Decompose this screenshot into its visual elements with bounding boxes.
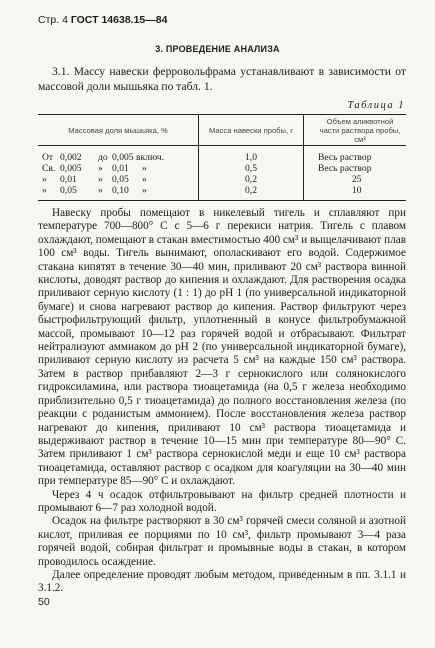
range-to: 0,005 включ.	[112, 152, 164, 163]
aliquot-cell: Весь раствор	[318, 152, 372, 163]
aliquot-cell: 25	[352, 174, 362, 185]
range-from: 0,005	[60, 163, 82, 174]
arsenic-range-cell	[38, 185, 199, 201]
range-suffix: »	[142, 185, 147, 196]
data-table	[38, 114, 406, 201]
range-to: 0,10	[112, 185, 129, 196]
header-page-prefix: Стр. 4	[38, 14, 68, 26]
table-row	[38, 185, 406, 201]
running-header	[38, 14, 167, 26]
header-standard: ГОСТ 14638.15—84	[70, 14, 168, 26]
aliquot-cell: 10	[304, 185, 407, 201]
mass-cell: 1,0	[199, 146, 304, 164]
range-from: 0,05	[60, 185, 77, 196]
range-to: 0,01	[112, 163, 129, 174]
mass-cell: 0,2	[199, 174, 304, 185]
range-prefix: »	[42, 185, 47, 196]
body-text	[38, 207, 406, 596]
mass-cell: 0,2	[199, 185, 304, 201]
range-sep: »	[98, 174, 103, 185]
mass-cell: 0,5	[199, 163, 304, 174]
paragraph-filtration: Через 4 ч осадок отфильтровывают на фильтр средней плотности и промывают 6—7 раз холодной водой.	[38, 488, 406, 514]
paragraph-procedure: Навеску пробы помещают в никелевый тигель и сплавляют при температуре 700—800° С с 5—6 г перекиси натрия. Тигель с плавом охлаждают, помещают в стакан вместимостью 400 см³ и выщелачивают плав 100 см³ воды. Тигель вынимают, ополаскивают его водой. Содержимое стакана кипятят в течение 30—40 мин, приливают 20 см³ раствора винной кислоты, доводят раствор до кипения и охлаждают. Для растворения осадка приливают серную кислоту (1 : 1) до рН 1 (по универсальной индикаторной бумаге) и снова нагревают раствор до кипения. Раствор фильтруют через быстрофильтрующий фильтр, уплотненный в конусе фильтробумажной массой, промывают 10—12 раз горячей водой и отбрасывают. Фильтрат нейтрализуют аммиаком до рН 2 (по универсальной индикаторной бумаге), приливают серную кислоту из расчета 5 см³ на каждые 150 см³ раствора. Затем в раствор прибавляют 2—3 г сернокислого или солянокислого гидроксиламина, или раствора тиоацетамида (на 0,5 г железа необходимо приблизительно 0,5 г тиоацетамида) до полного восстановления железа (по реакции с роданистым аммонием). После восстановления железа раствор нагревают до кипения, приливают 10 см³ раствора тиоацетамида и выдерживают раствор в течение 10—15 мин при температуре 80—90° С. Затем приливают 1 см³ раствора сернокислой меди и еще 10 см³ раствора тиоацетамида, оставляют раствор с осадком для коагуляции на 30—40 мин при температуре 85—90° С и охлаждают.	[38, 207, 406, 488]
paragraph-determination: Далее определение проводят любым методом, приведенным в пп. 3.1.1 и 3.1.2.	[38, 568, 406, 595]
arsenic-range-cell	[38, 146, 199, 164]
range-sep: »	[98, 185, 103, 196]
section-title: 3. ПРОВЕДЕНИЕ АНАЛИЗА	[155, 44, 280, 54]
range-from: 0,01	[60, 174, 77, 185]
col-header-mass: Масса навески пробы, г	[199, 115, 304, 146]
range-prefix: Св.	[42, 163, 56, 174]
intro-paragraph: 3.1. Массу навески ферровольфрама устанавливают в зависимости от массовой доли мышьяка по табл. 1.	[38, 65, 406, 93]
table-row	[38, 146, 406, 164]
range-suffix: »	[142, 163, 147, 174]
table-row	[38, 163, 406, 174]
range-prefix: »	[42, 174, 47, 185]
arsenic-range-cell	[38, 163, 199, 174]
paragraph-dissolution: Осадок на фильтре растворяют в 30 см³ горячей смеси соляной и азотной кислот, приливая ее порциями по 10 см³, фильтр промывают 3—4 раза горячей водой, собирая фильтрат и промывные воды в стакан, в котором проводилось осаждение.	[38, 515, 406, 568]
arsenic-range-cell	[38, 174, 199, 185]
table-caption: Таблица 1	[347, 100, 405, 111]
table-header-row	[38, 115, 406, 146]
page-number: 50	[38, 596, 50, 608]
range-to: 0,05	[112, 174, 129, 185]
col-header-aliquot: Объем аликвотной части раствора пробы, см³	[304, 115, 407, 146]
range-sep: »	[98, 163, 103, 174]
aliquot-cell: Весь раствор	[318, 163, 372, 174]
range-prefix: От	[42, 152, 54, 163]
col-header-arsenic: Массовая доля мышьяка, %	[38, 115, 199, 146]
table-row	[38, 174, 406, 185]
range-sep: до	[98, 152, 108, 163]
range-from: 0,002	[60, 152, 82, 163]
range-suffix: »	[142, 174, 147, 185]
